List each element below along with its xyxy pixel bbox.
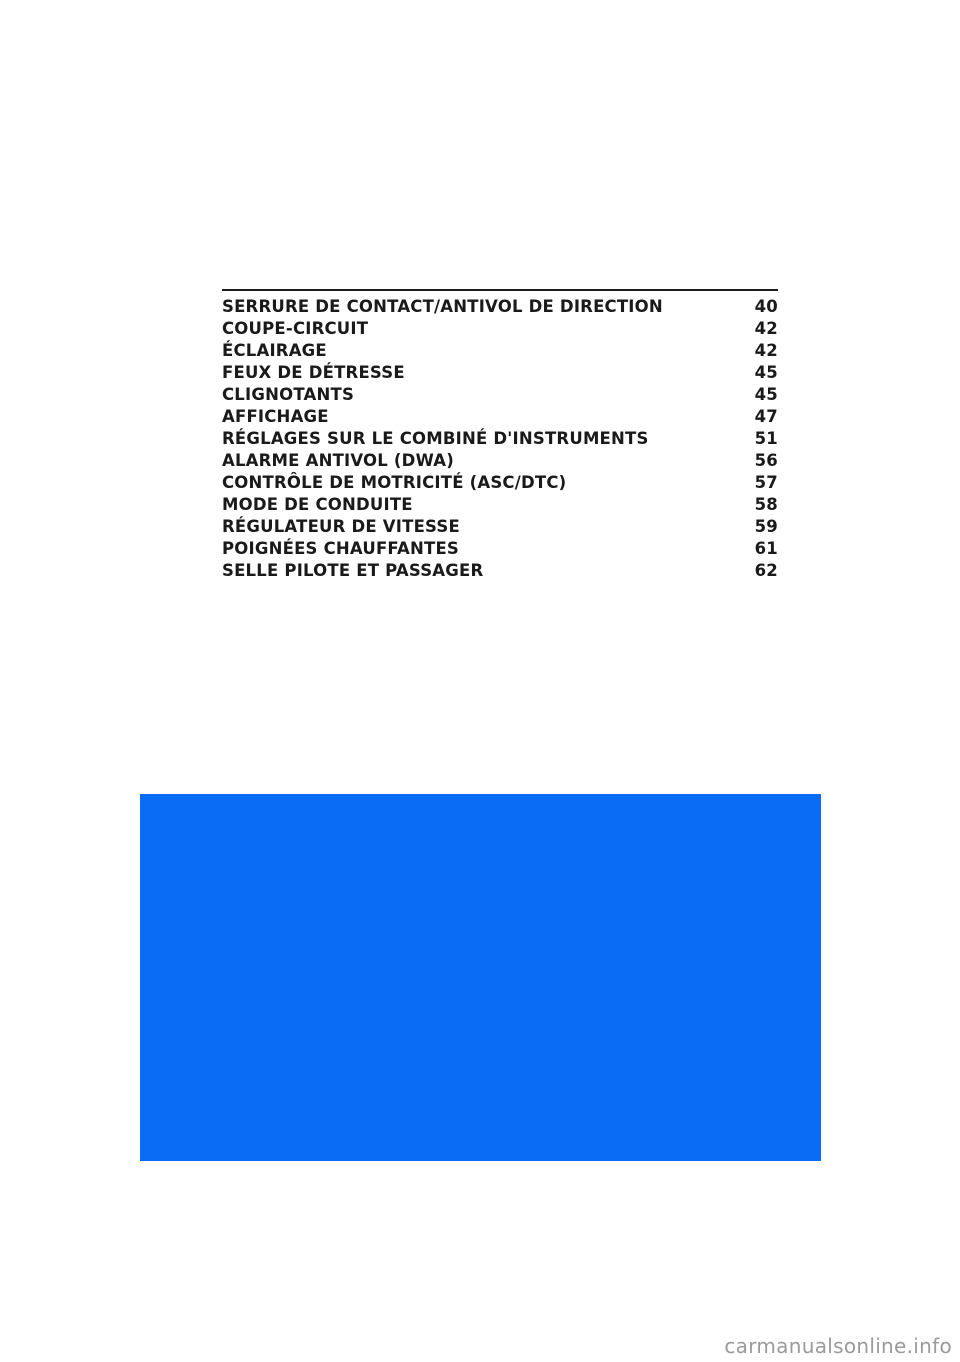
toc-entry-page: 45: [754, 362, 778, 382]
toc-entry[interactable]: [222, 449, 778, 471]
toc-entry-page: 58: [754, 494, 778, 514]
toc-entry-title: ÉCLAIRAGE: [222, 340, 327, 360]
toc-entry[interactable]: [222, 295, 778, 317]
toc-entry[interactable]: [222, 427, 778, 449]
toc-entry[interactable]: [222, 559, 778, 581]
toc-entry-title: MODE DE CONDUITE: [222, 494, 413, 514]
toc-entry[interactable]: [222, 537, 778, 559]
toc-entry-title: RÉGULATEUR DE VITESSE: [222, 516, 460, 536]
toc-entry-title: CONTRÔLE DE MOTRICITÉ (ASC/DTC): [222, 472, 567, 492]
toc-entry[interactable]: [222, 339, 778, 361]
toc-entry-page: 61: [754, 538, 778, 558]
toc-entry[interactable]: [222, 361, 778, 383]
toc-entry-page: 42: [754, 340, 778, 360]
table-of-contents: [222, 289, 778, 581]
toc-entry-page: 62: [754, 560, 778, 580]
toc-entry-title: COUPE-CIRCUIT: [222, 318, 369, 338]
toc-entry[interactable]: [222, 515, 778, 537]
chapter-color-panel: [140, 794, 821, 1161]
toc-entry[interactable]: [222, 405, 778, 427]
toc-entry-title: RÉGLAGES SUR LE COMBINÉ D'INSTRUMENTS: [222, 428, 649, 448]
toc-entry-page: 42: [754, 318, 778, 338]
toc-entry-title: SELLE PILOTE ET PASSAGER: [222, 560, 484, 580]
toc-entry-page: 40: [754, 296, 778, 316]
toc-entry-page: 45: [754, 384, 778, 404]
toc-entry-page: 56: [754, 450, 778, 470]
toc-entry-title: SERRURE DE CONTACT/ANTIVOL DE DIRECTION: [222, 296, 663, 316]
toc-entry-title: POIGNÉES CHAUFFANTES: [222, 538, 459, 558]
toc-entry[interactable]: [222, 493, 778, 515]
toc-entry-page: 57: [754, 472, 778, 492]
toc-entry-page: 51: [754, 428, 778, 448]
toc-entry-title: FEUX DE DÉTRESSE: [222, 362, 405, 382]
toc-entry-title: CLIGNOTANTS: [222, 384, 355, 404]
toc-entry-page: 59: [754, 516, 778, 536]
toc-entry[interactable]: [222, 317, 778, 339]
toc-entry[interactable]: [222, 383, 778, 405]
watermark: carmanualsonline.info: [724, 1334, 952, 1358]
toc-entry-page: 47: [754, 406, 778, 426]
toc-entry[interactable]: [222, 471, 778, 493]
toc-entry-title: AFFICHAGE: [222, 406, 329, 426]
toc-entry-title: ALARME ANTIVOL (DWA): [222, 450, 454, 470]
